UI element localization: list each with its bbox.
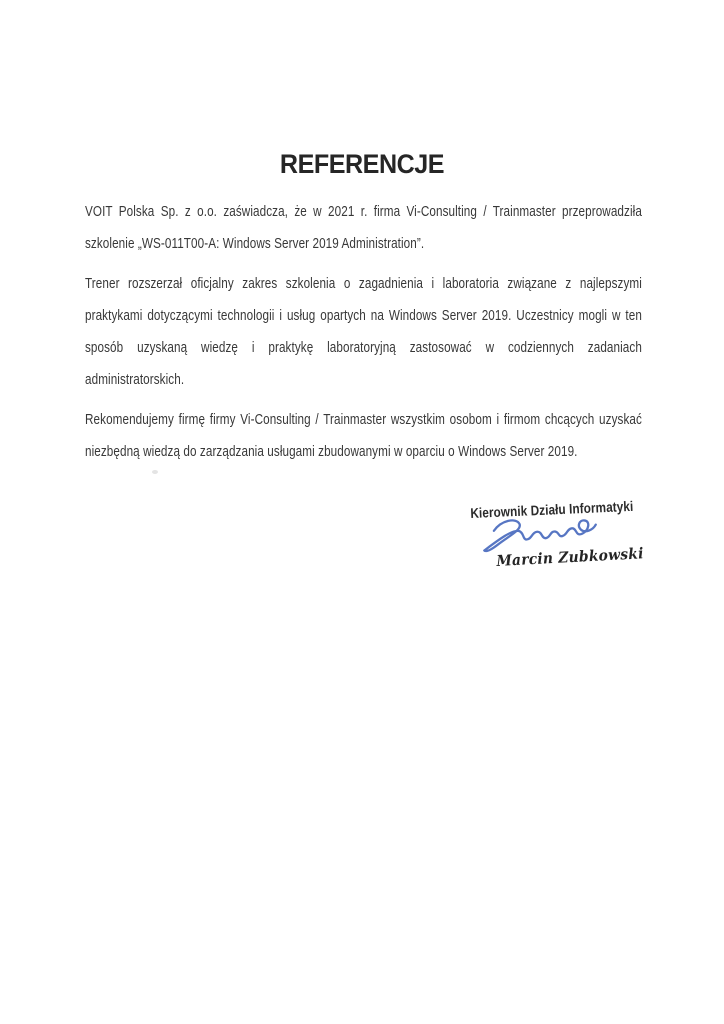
paragraph-recommendation: Rekomendujemy firmę firmy Vi-Consulting / Trainmaster wszystkim osobom i firmom chcących uzyskać niezbędną wiedzą do zarządzania usługami zbudowanymi w oparciu o Windows Server 2019. <box>85 412 642 460</box>
letter-body <box>85 196 642 476</box>
signature-block <box>470 497 660 570</box>
paragraph-training-description: Trener rozszerzał oficjalny zakres szkolenia o zagadnienia i laboratoria związane z najlepszymi praktykami dotyczącymi technologii i usług opartych na Windows Server 2019. Uczestnicy mogli w ten sposób uzyskaną wiedzę i praktykę laboratoryjną zastosować w codziennych zadaniach administratorskich. <box>85 276 642 388</box>
document-title: REFERENCJE <box>279 149 445 179</box>
signer-role-title: Kierownik Działu Informatyki <box>470 497 634 521</box>
paragraph-company-statement: VOIT Polska Sp. z o.o. zaświadcza, że w 2021 r. firma Vi-Consulting / Trainmaster przeprowadziła szkolenie „WS-011T00-A: Windows Server 2019 Administration”. <box>85 204 642 252</box>
signer-name: Marcin Zubkowski <box>496 544 645 570</box>
scan-dust-speck <box>152 470 158 474</box>
